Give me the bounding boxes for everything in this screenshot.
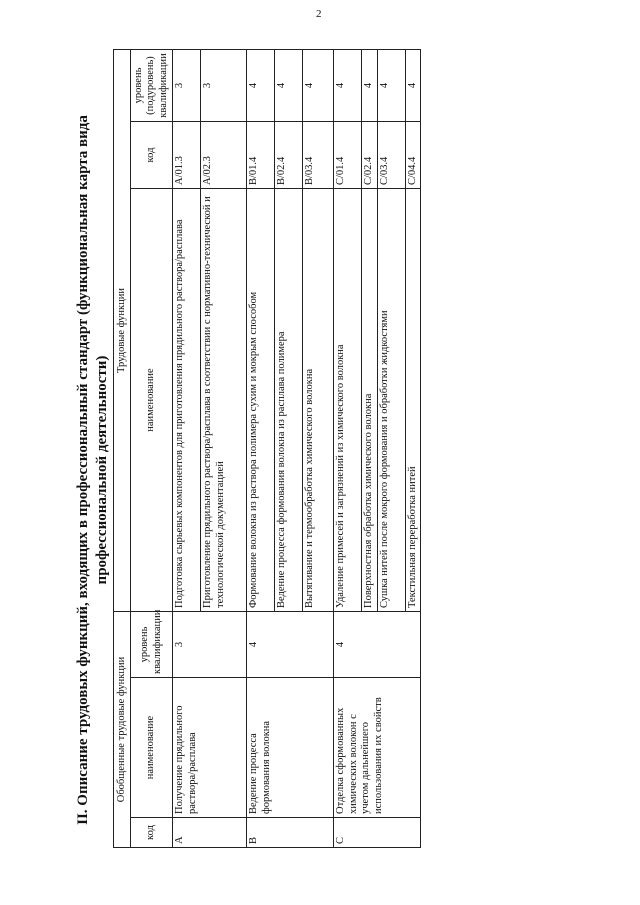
group-name: Ведение процесса формования волокна (247, 678, 334, 818)
function-code: C/03.4 (377, 122, 405, 189)
group-level: 3 (173, 612, 247, 678)
function-code: C/04.4 (405, 122, 421, 189)
group-code: C (334, 818, 421, 848)
function-level: 4 (362, 49, 378, 121)
header-qualification-level: уровень квалификации (131, 612, 173, 678)
function-code: B/02.4 (275, 122, 303, 189)
title-line-2: профессиональной деятельности) (94, 355, 110, 585)
function-name: Вытягивание и термообработка химического волокна (303, 189, 334, 612)
title-line-1: II. Описание трудовых функций, входящих в профессиональный стандарт (функциональная карта вида (75, 115, 91, 825)
function-name: Ведение процесса формования волокна из расплава полимера (275, 189, 303, 612)
function-code: B/03.4 (303, 122, 334, 189)
function-name: Подготовка сырьевых компонентов для приготовления прядильного раствора/расплава (173, 189, 201, 612)
header-function-code: код (131, 122, 173, 189)
page-number: 2 (316, 8, 322, 20)
header-code: код (131, 818, 173, 848)
function-code: B/01.4 (247, 122, 275, 189)
function-level: 4 (303, 49, 334, 121)
group-level: 4 (334, 612, 421, 678)
functional-map-table (113, 49, 421, 848)
group-level: 4 (247, 612, 334, 678)
group-code: A (173, 818, 247, 848)
table-row (334, 49, 362, 847)
header-name: наименование (131, 678, 173, 818)
function-name: Текстильная переработка нитей (405, 189, 421, 612)
section-title (74, 75, 112, 865)
group-name: Отделка сформованных химических волокон с учетом дальнейшего использования их свойств (334, 678, 421, 818)
function-code: C/02.4 (362, 122, 378, 189)
function-code: A/01.3 (173, 122, 201, 189)
function-level: 4 (275, 49, 303, 121)
function-level: 4 (405, 49, 421, 121)
group-code: B (247, 818, 334, 848)
function-name: Формование волокна из раствора полимера сухим и мокрым способом (247, 189, 275, 612)
function-level: 3 (173, 49, 201, 121)
header-labor-functions: Трудовые функции (114, 49, 131, 611)
header-function-level: уровень (подуровень) квалификации (131, 49, 173, 121)
header-generalized-functions: Обобщенные трудовые функции (114, 612, 131, 848)
function-name: Приготовление прядильного раствора/расплава в соответствии с нормативно-технической и технологической документацией (201, 189, 247, 612)
table-row (247, 49, 275, 847)
function-code: A/02.3 (201, 122, 247, 189)
table-row (173, 49, 201, 847)
function-level: 4 (247, 49, 275, 121)
function-code: C/01.4 (334, 122, 362, 189)
function-name: Сушка нитей после мокрого формования и обработки жидкостями (377, 189, 405, 612)
function-name: Поверхностная обработка химического волокна (362, 189, 378, 612)
function-name: Удаление примесей и загрязнений из химического волокна (334, 189, 362, 612)
function-level: 4 (334, 49, 362, 121)
group-name: Получение прядильного раствора/расплава (173, 678, 247, 818)
header-function-name: наименование (131, 189, 173, 612)
function-level: 4 (377, 49, 405, 121)
function-level: 3 (201, 49, 247, 121)
